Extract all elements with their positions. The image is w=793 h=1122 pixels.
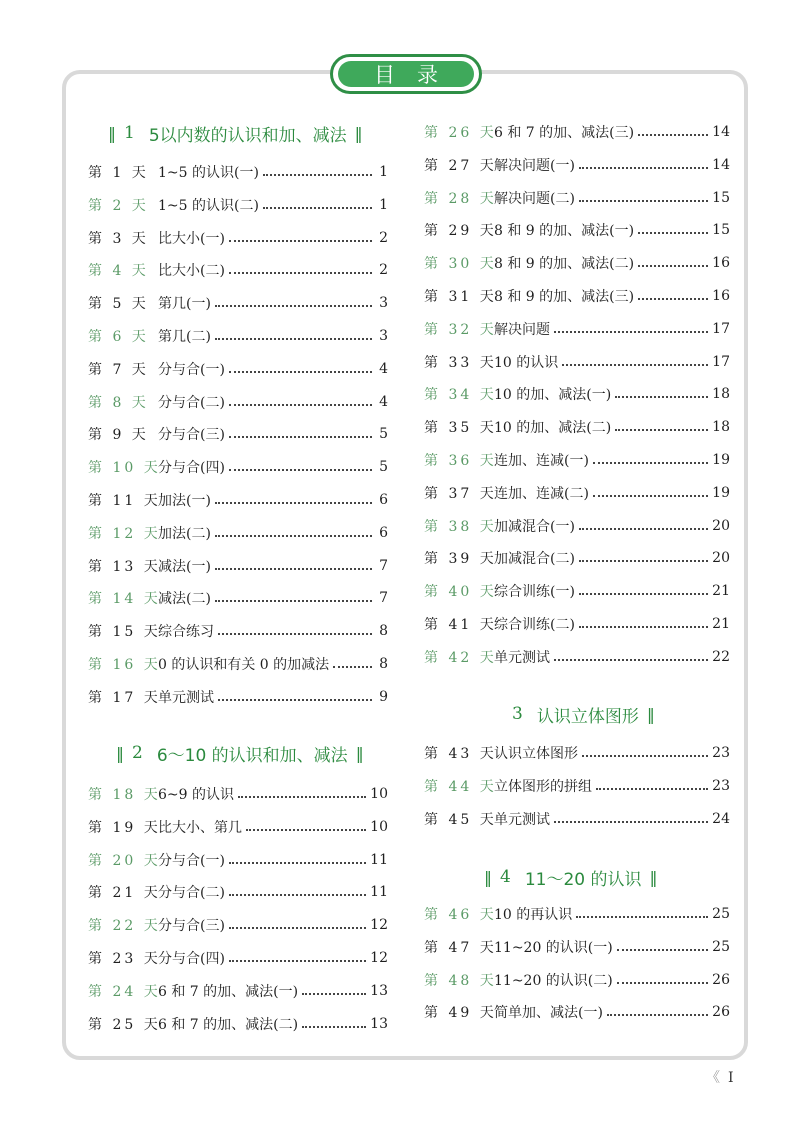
entry-day: 第 7 天 xyxy=(88,361,149,378)
entry-title: 单元测试 xyxy=(494,649,550,666)
entry-page: 13 xyxy=(370,982,388,999)
entry-page: 23 xyxy=(712,777,730,794)
toc-entry[interactable] xyxy=(88,914,388,936)
heading-bar-icon: ‖ xyxy=(355,743,362,763)
entry-page: 7 xyxy=(379,590,388,607)
toc-entry[interactable] xyxy=(424,775,730,797)
dot-leader xyxy=(246,829,366,831)
dot-leader xyxy=(263,207,372,209)
entry-title: 减法(二) xyxy=(158,591,211,608)
entry-page: 5 xyxy=(379,426,388,443)
section-title: 11～20 的认识 xyxy=(524,869,642,890)
entry-page: 2 xyxy=(379,229,388,246)
dot-leader xyxy=(615,396,708,398)
entry-title: 1~5 的认识(二) xyxy=(158,197,259,214)
entry-day: 第 27 天 xyxy=(424,157,497,174)
entry-title: 综合训练(二) xyxy=(494,617,575,633)
entry-page: 12 xyxy=(370,950,388,966)
toc-entry[interactable] xyxy=(88,391,388,413)
dot-leader xyxy=(615,429,708,431)
entry-page: 8 xyxy=(379,656,388,672)
heading-bar-icon: ‖ xyxy=(484,867,490,887)
toc-entry[interactable] xyxy=(88,522,388,544)
entry-page: 20 xyxy=(712,517,730,534)
dot-leader xyxy=(554,659,708,661)
dot-leader xyxy=(229,371,372,373)
entry-day: 第 41 天 xyxy=(424,617,497,633)
entry-page: 15 xyxy=(712,222,730,239)
toc-entry[interactable] xyxy=(424,969,730,991)
entry-title: 11~20 的认识(一) xyxy=(494,939,613,956)
dot-leader xyxy=(554,821,708,823)
entry-day: 第 17 天 xyxy=(88,689,161,706)
entry-title: 比大小、第几 xyxy=(158,819,242,836)
entry-title: 6 和 7 的加、减法(一) xyxy=(158,983,299,1000)
dot-leader xyxy=(302,993,366,995)
entry-title: 0 的认识和有关 0 的加减法 xyxy=(158,657,330,673)
toc-entry[interactable] xyxy=(88,259,388,281)
toc-entry[interactable] xyxy=(424,154,730,176)
entry-day: 第 38 天 xyxy=(424,518,497,535)
entry-page: 11 xyxy=(370,851,388,868)
entry-title: 1~5 的认识(一) xyxy=(158,165,259,181)
dot-leader xyxy=(579,528,708,530)
toc-entry[interactable] xyxy=(424,121,730,143)
entry-day: 第 33 天 xyxy=(424,354,497,371)
toc-entry[interactable] xyxy=(88,816,388,838)
entry-day: 第 49 天 xyxy=(424,1005,497,1022)
entry-page: 25 xyxy=(712,906,730,922)
entry-day: 第 32 天 xyxy=(424,321,497,338)
dot-leader xyxy=(638,232,708,234)
entry-title: 分与合(四) xyxy=(158,460,225,477)
entry-title: 10 的再认识 xyxy=(494,907,573,923)
entry-page: 3 xyxy=(379,295,388,312)
dot-leader xyxy=(579,593,708,595)
entry-title: 8 和 9 的加、减法(三) xyxy=(494,289,635,305)
dot-leader xyxy=(229,862,366,864)
dot-leader xyxy=(333,666,372,668)
toc-entry[interactable] xyxy=(88,358,388,380)
entry-day: 第 37 天 xyxy=(424,485,497,502)
toc-entry[interactable] xyxy=(88,194,388,216)
dot-leader xyxy=(229,436,372,438)
dot-leader xyxy=(638,265,708,267)
entry-page: 21 xyxy=(712,616,730,632)
dot-leader xyxy=(229,240,372,242)
toc-entry[interactable] xyxy=(424,742,730,764)
dot-leader xyxy=(229,404,372,406)
entry-page: 8 xyxy=(379,623,388,640)
entry-day: 第 9 天 xyxy=(88,427,149,444)
section-number: 3 xyxy=(512,704,523,724)
toc-entry[interactable] xyxy=(424,936,730,958)
toc-entry[interactable] xyxy=(88,161,388,183)
entry-title: 10 的加、减法(二) xyxy=(494,420,612,437)
entry-title: 分与合(三) xyxy=(158,427,225,444)
entry-page: 24 xyxy=(712,810,730,827)
entry-page: 16 xyxy=(712,288,730,304)
toc-entry[interactable] xyxy=(424,252,730,274)
entry-day: 第 16 天 xyxy=(88,657,161,673)
dot-leader xyxy=(302,1026,366,1028)
dot-leader xyxy=(229,272,372,274)
entry-page: 1 xyxy=(379,164,388,180)
section-number: 1 xyxy=(124,123,135,143)
entry-title: 加法(一) xyxy=(158,493,211,509)
dot-leader xyxy=(215,502,372,504)
toc-entry[interactable] xyxy=(424,646,730,668)
entry-title: 减法(一) xyxy=(158,558,211,575)
entry-day: 第 18 天 xyxy=(88,787,161,803)
entry-page: 19 xyxy=(712,484,730,501)
section-title: 5以内数的认识和加、减法 xyxy=(148,125,347,146)
entry-day: 第 23 天 xyxy=(88,951,161,967)
entry-page: 18 xyxy=(712,419,730,436)
toc-entry[interactable] xyxy=(424,416,730,438)
dot-leader xyxy=(593,495,708,497)
entry-title: 10 的加、减法(一) xyxy=(494,387,612,404)
section-heading xyxy=(108,121,361,145)
entry-page: 14 xyxy=(712,124,730,140)
entry-day: 第 13 天 xyxy=(88,558,161,575)
dot-leader xyxy=(582,755,708,757)
entry-day: 第 44 天 xyxy=(424,778,497,795)
entry-page: 15 xyxy=(712,189,730,206)
entry-title: 简单加、减法(一) xyxy=(494,1005,603,1022)
dot-leader xyxy=(215,338,372,340)
entry-title: 加法(二) xyxy=(158,525,211,542)
entry-page: 21 xyxy=(712,583,730,600)
toc-entry[interactable] xyxy=(88,653,388,675)
dot-leader xyxy=(218,699,372,701)
dot-leader xyxy=(638,298,708,300)
entry-title: 11~20 的认识(二) xyxy=(494,972,613,989)
entry-day: 第 22 天 xyxy=(88,918,161,935)
toc-entry[interactable] xyxy=(88,292,388,314)
entry-title: 比大小(二) xyxy=(158,263,225,280)
entry-day: 第 26 天 xyxy=(424,125,497,141)
toc-entry[interactable] xyxy=(424,449,730,471)
heading-bar-icon: ‖ xyxy=(354,123,361,143)
dot-leader xyxy=(229,960,366,962)
toc-entry[interactable] xyxy=(88,456,388,478)
toc-entry[interactable] xyxy=(88,849,388,871)
section-title: 6～10 的认识和加、减法 xyxy=(156,745,348,766)
entry-title: 比大小(一) xyxy=(158,230,225,247)
entry-title: 8 和 9 的加、减法(二) xyxy=(494,256,635,273)
entry-day: 第 43 天 xyxy=(424,746,497,762)
dot-leader xyxy=(579,560,708,562)
toc-entry[interactable] xyxy=(424,482,730,504)
toc-entry[interactable] xyxy=(424,383,730,405)
heading-bar-icon: ‖ xyxy=(108,123,114,143)
entry-title: 分与合(二) xyxy=(158,394,225,411)
dot-leader xyxy=(238,796,366,798)
entry-title: 连加、连减(一) xyxy=(494,453,589,469)
toc-entry[interactable] xyxy=(88,587,388,609)
dot-leader xyxy=(562,364,708,366)
page-footer xyxy=(706,1067,734,1087)
heading-bar-icon: ‖ xyxy=(116,743,122,763)
entry-page: 3 xyxy=(379,328,388,344)
dot-leader xyxy=(579,167,708,169)
entry-day: 第 1 天 xyxy=(88,165,149,181)
entry-page: 19 xyxy=(712,452,730,468)
entry-page: 4 xyxy=(379,360,388,377)
entry-page: 6 xyxy=(379,492,388,508)
toc-entry[interactable] xyxy=(88,555,388,577)
entry-day: 第 5 天 xyxy=(88,296,149,313)
entry-page: 7 xyxy=(379,557,388,574)
entry-title: 认识立体图形 xyxy=(494,746,578,762)
entry-day: 第 30 天 xyxy=(424,256,497,273)
entry-page: 11 xyxy=(370,884,388,901)
entry-title: 单元测试 xyxy=(494,811,550,828)
page-number: Ⅰ xyxy=(728,1070,734,1086)
entry-day: 第 31 天 xyxy=(424,289,497,305)
entry-title: 单元测试 xyxy=(158,689,214,706)
toc-entry[interactable] xyxy=(424,219,730,241)
dot-leader xyxy=(215,305,372,307)
dot-leader xyxy=(263,174,372,176)
entry-page: 17 xyxy=(712,320,730,337)
entry-day: 第 21 天 xyxy=(88,885,161,902)
dot-leader xyxy=(617,982,708,984)
entry-title: 综合练习 xyxy=(158,624,214,641)
heading-bar-icon: ‖ xyxy=(649,867,656,887)
entry-title: 加减混合(一) xyxy=(494,518,575,535)
dot-leader xyxy=(215,568,372,570)
page-title: 目录 xyxy=(338,61,474,87)
entry-page: 26 xyxy=(712,971,730,988)
toc-entry[interactable] xyxy=(88,783,388,805)
toc-entry[interactable] xyxy=(424,903,730,925)
entry-page: 23 xyxy=(712,745,730,761)
entry-title: 连加、连减(二) xyxy=(494,485,589,502)
entry-day: 第 45 天 xyxy=(424,811,497,828)
dot-leader xyxy=(607,1014,708,1016)
toc-entry[interactable] xyxy=(88,947,388,969)
heading-bar-icon: ‖ xyxy=(646,704,653,724)
dot-leader xyxy=(229,469,372,471)
dot-leader xyxy=(229,894,366,896)
entry-page: 10 xyxy=(370,786,388,802)
dot-leader xyxy=(593,462,708,464)
entry-title: 立体图形的拼组 xyxy=(494,778,592,795)
entry-page: 1 xyxy=(379,196,388,213)
entry-day: 第 10 天 xyxy=(88,460,161,477)
toc-entry[interactable] xyxy=(424,808,730,830)
entry-page: 25 xyxy=(712,938,730,955)
entry-page: 22 xyxy=(712,648,730,665)
entry-day: 第 24 天 xyxy=(88,983,161,1000)
entry-title: 分与合(四) xyxy=(158,951,225,967)
entry-title: 6 和 7 的加、减法(二) xyxy=(158,1016,299,1033)
entry-title: 加减混合(二) xyxy=(494,551,575,568)
entry-title: 分与合(二) xyxy=(158,885,225,902)
entry-title: 分与合(一) xyxy=(158,361,225,378)
entry-day: 第 40 天 xyxy=(424,584,497,601)
section-heading xyxy=(502,702,653,726)
entry-page: 4 xyxy=(379,393,388,410)
footer-marker: 《 xyxy=(706,1070,720,1086)
entry-title: 解决问题(二) xyxy=(494,190,575,207)
dot-leader xyxy=(229,927,366,929)
entry-day: 第 15 天 xyxy=(88,624,161,641)
toc-entry[interactable] xyxy=(88,325,388,347)
entry-title: 10 的认识 xyxy=(494,354,559,371)
entry-page: 13 xyxy=(370,1015,388,1032)
entry-page: 9 xyxy=(379,688,388,705)
entry-title: 8 和 9 的加、减法(一) xyxy=(494,223,635,240)
toc-entry[interactable] xyxy=(424,613,730,635)
section-heading xyxy=(116,741,362,765)
dot-leader xyxy=(579,200,708,202)
section-heading xyxy=(484,865,656,889)
toc-entry[interactable] xyxy=(424,1001,730,1023)
entry-title: 综合训练(一) xyxy=(494,584,575,601)
dot-leader xyxy=(596,788,708,790)
entry-page: 2 xyxy=(379,262,388,279)
entry-day: 第 12 天 xyxy=(88,525,161,542)
entry-day: 第 48 天 xyxy=(424,972,497,989)
entry-title: 第几(一) xyxy=(158,296,211,313)
entry-day: 第 28 天 xyxy=(424,190,497,207)
entry-day: 第 35 天 xyxy=(424,420,497,437)
entry-day: 第 39 天 xyxy=(424,551,497,568)
toc-title-badge xyxy=(330,54,482,94)
dot-leader xyxy=(638,134,708,136)
entry-page: 5 xyxy=(379,459,388,476)
entry-title: 6 和 7 的加、减法(三) xyxy=(494,125,635,141)
entry-day: 第 42 天 xyxy=(424,649,497,666)
toc-entry[interactable] xyxy=(88,489,388,511)
toc-entry[interactable] xyxy=(424,547,730,569)
entry-day: 第 20 天 xyxy=(88,852,161,869)
entry-page: 17 xyxy=(712,353,730,370)
toc-entry[interactable] xyxy=(88,227,388,249)
dot-leader xyxy=(215,535,372,537)
dot-leader xyxy=(215,600,372,602)
dot-leader xyxy=(576,916,708,918)
toc-entry[interactable] xyxy=(88,1013,388,1035)
entry-day: 第 6 天 xyxy=(88,329,149,345)
toc-entry[interactable] xyxy=(424,580,730,602)
entry-page: 14 xyxy=(712,156,730,173)
toc-entry[interactable] xyxy=(88,620,388,642)
toc-entry[interactable] xyxy=(424,351,730,373)
entry-page: 26 xyxy=(712,1004,730,1021)
dot-leader xyxy=(617,949,708,951)
entry-day: 第 3 天 xyxy=(88,230,149,247)
entry-day: 第 36 天 xyxy=(424,453,497,469)
entry-day: 第 8 天 xyxy=(88,394,149,411)
dot-leader xyxy=(554,331,708,333)
entry-day: 第 46 天 xyxy=(424,907,497,923)
entry-title: 解决问题(一) xyxy=(494,157,575,174)
section-number: 2 xyxy=(132,743,143,763)
toc-entry[interactable] xyxy=(88,423,388,445)
entry-page: 20 xyxy=(712,550,730,567)
toc-entry[interactable] xyxy=(424,515,730,537)
entry-day: 第 14 天 xyxy=(88,591,161,608)
toc-entry[interactable] xyxy=(88,686,388,708)
section-title: 认识立体图形 xyxy=(536,706,639,727)
entry-day: 第 29 天 xyxy=(424,223,497,240)
entry-title: 解决问题 xyxy=(494,321,550,338)
toc-entry[interactable] xyxy=(424,187,730,209)
entry-page: 18 xyxy=(712,386,730,403)
entry-page: 12 xyxy=(370,917,388,934)
dot-leader xyxy=(579,626,708,628)
toc-entry[interactable] xyxy=(424,285,730,307)
entry-title: 分与合(一) xyxy=(158,852,225,869)
entry-day: 第 47 天 xyxy=(424,939,497,956)
toc-entry[interactable] xyxy=(88,980,388,1002)
toc-entry[interactable] xyxy=(424,318,730,340)
entry-day: 第 19 天 xyxy=(88,819,161,836)
entry-day: 第 4 天 xyxy=(88,263,149,280)
entry-page: 6 xyxy=(379,524,388,541)
entry-day: 第 11 天 xyxy=(88,493,161,509)
toc-entry[interactable] xyxy=(88,881,388,903)
entry-title: 6~9 的认识 xyxy=(158,787,234,803)
entry-page: 10 xyxy=(370,818,388,835)
entry-day: 第 25 天 xyxy=(88,1016,161,1033)
entry-day: 第 2 天 xyxy=(88,197,149,214)
dot-leader xyxy=(218,633,372,635)
entry-day: 第 34 天 xyxy=(424,387,497,404)
section-number: 4 xyxy=(500,867,511,887)
entry-title: 第几(二) xyxy=(158,329,211,345)
entry-page: 16 xyxy=(712,255,730,272)
entry-title: 分与合(三) xyxy=(158,918,225,935)
